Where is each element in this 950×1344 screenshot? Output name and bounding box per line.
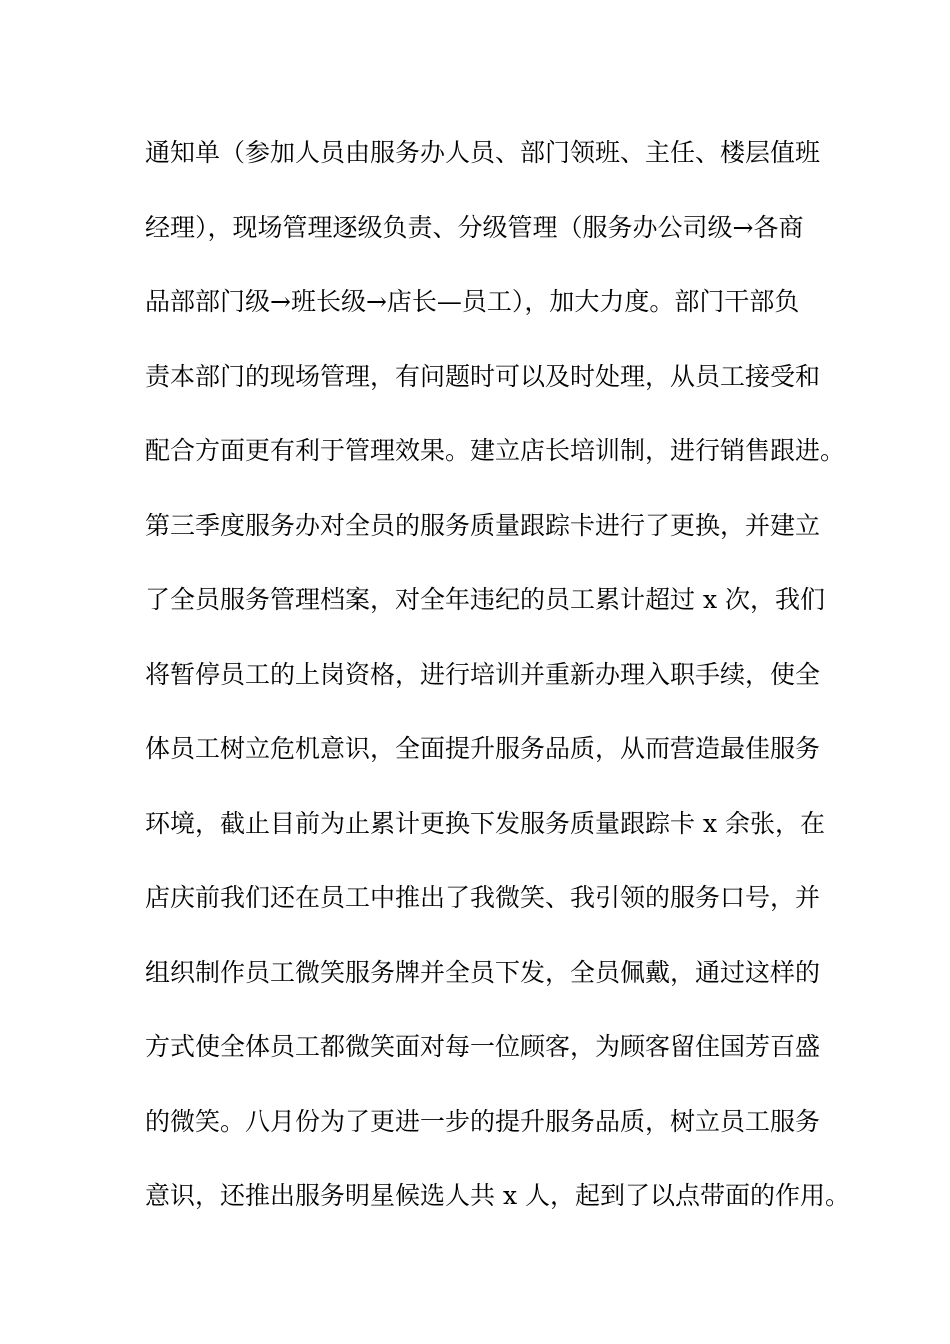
text-line: 配合方面更有利于管理效果。建立店长培训制，进行销售跟进。	[145, 436, 846, 465]
text-line: 方式使全体员工都微笑面对每一位顾客，为顾客留住国芳百盛	[145, 1032, 821, 1061]
text-line: 通知单（参加人员由服务办人员、部门领班、主任、楼层值班	[145, 138, 821, 167]
body-text	[145, 130, 850, 1248]
text-line: 的微笑。八月份为了更进一步的提升服务品质，树立员工服务	[145, 1106, 821, 1136]
text-line: 意识，还推出服务明星候选人共 x 人，起到了以点带面的作用。	[145, 1181, 850, 1210]
text-line: 品部部门级→班长级→店长—员工），加大力度。部门干部负	[145, 287, 800, 316]
text-line: 经理），现场管理逐级负责、分级管理（服务办公司级→各商	[145, 212, 804, 242]
text-line: 环境，截止目前为止累计更换下发服务质量跟踪卡 x 余张，在	[145, 808, 825, 838]
text-line: 店庆前我们还在员工中推出了我微笑、我引领的服务口号，并	[145, 883, 821, 912]
text-line: 了全员服务管理档案，对全年违纪的员工累计超过 x 次，我们	[145, 585, 825, 614]
text-line: 体员工树立危机意识，全面提升服务品质，从而营造最佳服务	[145, 734, 821, 763]
text-line: 责本部门的现场管理，有问题时可以及时处理，从员工接受和	[145, 361, 821, 391]
text-line: 将暂停员工的上岗资格，进行培训并重新办理入职手续，使全	[145, 659, 821, 689]
text-line: 组织制作员工微笑服务牌并全员下发，全员佩戴，通过这样的	[145, 957, 821, 987]
text-line: 第三季度服务办对全员的服务质量跟踪卡进行了更换，并建立	[145, 510, 821, 540]
